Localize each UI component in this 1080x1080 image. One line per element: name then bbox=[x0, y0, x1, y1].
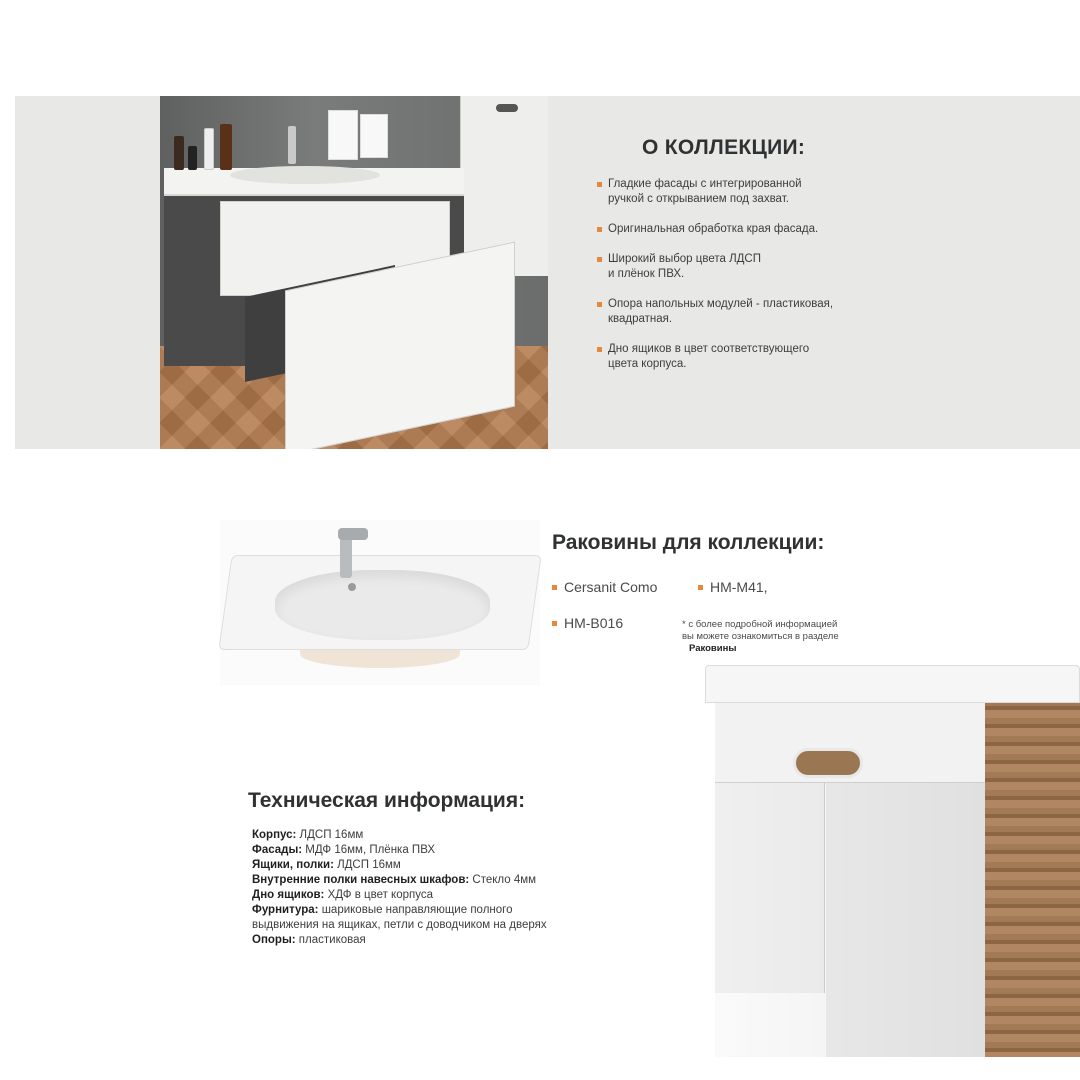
vanity-cabinet-image bbox=[700, 665, 1080, 1057]
tech-row: Дно ящиков: ХДФ в цвет корпуса bbox=[252, 889, 434, 901]
sink-item-hm-b016: HM-B016 bbox=[552, 615, 623, 631]
sink-item-hm-m41: HM-M41, bbox=[698, 579, 768, 595]
bathroom-vanity-photo bbox=[160, 96, 548, 449]
tech-row: Опоры: пластиковая bbox=[252, 934, 366, 946]
tech-row: Фурнитура: шариковые направляющие полного bbox=[252, 904, 513, 916]
tech-row: Ящики, полки: ЛДСП 16мм bbox=[252, 859, 401, 871]
about-collection-title: О КОЛЛЕКЦИИ: bbox=[642, 136, 806, 159]
tech-row: Фасады: МДФ 16мм, Плёнка ПВХ bbox=[252, 844, 436, 856]
list-item: Опора напольных модулей - пластиковая, квадратная. bbox=[597, 297, 877, 327]
list-item: Дно ящиков в цвет соответствующего цвета корпуса. bbox=[597, 342, 877, 372]
tech-info-title: Техническая информация: bbox=[248, 789, 526, 812]
sinks-section-title: Раковины для коллекции: bbox=[552, 531, 825, 554]
list-item: Оригинальная обработка края фасада. bbox=[597, 222, 877, 237]
tech-row: выдвижения на ящиках, петли с доводчиком на дверях bbox=[252, 919, 547, 931]
list-item: Гладкие фасады с интегрированной ручкой с открыванием под захват. bbox=[597, 177, 877, 207]
sink-item-cersanit-como: Cersanit Como bbox=[552, 579, 657, 595]
tech-info-list bbox=[252, 828, 612, 948]
sinks-section-link[interactable]: Раковины bbox=[689, 643, 737, 654]
tech-row: Корпус: ЛДСП 16мм bbox=[252, 829, 364, 841]
sinks-note: * с более подробной информацией вы можете ознакомиться в разделе bbox=[682, 619, 839, 642]
list-item: Широкий выбор цвета ЛДСП и плёнок ПВХ. bbox=[597, 252, 877, 282]
tech-row: Внутренние полки навесных шкафов: Стекло 4мм bbox=[252, 874, 537, 886]
sink-product-image bbox=[220, 520, 540, 685]
about-features-list bbox=[597, 177, 877, 387]
